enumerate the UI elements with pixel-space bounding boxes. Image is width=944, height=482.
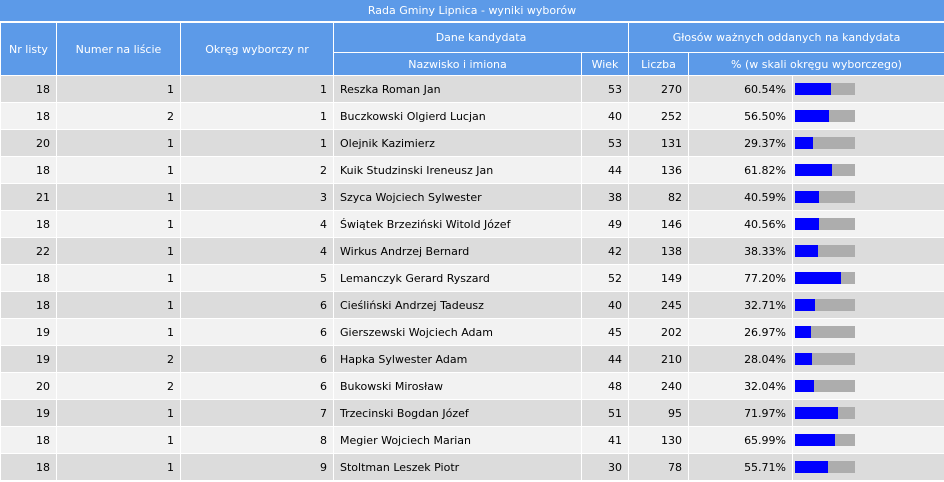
vote-share-bar: [795, 272, 855, 284]
numer-cell: 1: [57, 130, 181, 157]
vote-share-bar-cell: [793, 211, 944, 238]
liczba-cell: 240: [629, 373, 689, 400]
header-liczba: Liczba: [629, 53, 689, 76]
vote-share-bar-cell: [793, 265, 944, 292]
wiek-cell: 49: [582, 211, 629, 238]
table-row: [1, 157, 944, 184]
numer-cell: 1: [57, 454, 181, 481]
okreg-cell: 6: [181, 292, 334, 319]
wiek-cell: 42: [582, 238, 629, 265]
procent-cell: 28.04%: [689, 346, 793, 373]
vote-share-bar: [795, 191, 855, 203]
header-dane-kandydata: Dane kandydata: [334, 23, 629, 53]
vote-share-bar: [795, 137, 855, 149]
procent-cell: 56.50%: [689, 103, 793, 130]
header-wiek: Wiek: [582, 53, 629, 76]
header-okreg: Okręg wyborczy nr: [181, 23, 334, 76]
vote-share-bar-cell: [793, 346, 944, 373]
table-row: [1, 346, 944, 373]
okreg-cell: 7: [181, 400, 334, 427]
table-row: [1, 211, 944, 238]
candidate-name: Megier Wojciech Marian: [334, 427, 582, 454]
vote-share-bar: [795, 461, 855, 473]
vote-share-bar-fill: [795, 110, 829, 122]
vote-share-bar: [795, 434, 855, 446]
table-row: [1, 76, 944, 103]
vote-share-bar-fill: [795, 218, 819, 230]
vote-share-bar-cell: [793, 427, 944, 454]
numer-cell: 1: [57, 184, 181, 211]
vote-share-bar-cell: [793, 319, 944, 346]
numer-cell: 1: [57, 238, 181, 265]
nr-listy-cell: 18: [1, 103, 57, 130]
wiek-cell: 45: [582, 319, 629, 346]
numer-cell: 2: [57, 373, 181, 400]
nr-listy-cell: 18: [1, 157, 57, 184]
wiek-cell: 51: [582, 400, 629, 427]
vote-share-bar-fill: [795, 191, 819, 203]
liczba-cell: 210: [629, 346, 689, 373]
liczba-cell: 252: [629, 103, 689, 130]
procent-cell: 40.59%: [689, 184, 793, 211]
vote-share-bar: [795, 245, 855, 257]
numer-cell: 1: [57, 427, 181, 454]
candidate-name: Bukowski Mirosław: [334, 373, 582, 400]
vote-share-bar: [795, 164, 855, 176]
okreg-cell: 1: [181, 76, 334, 103]
liczba-cell: 138: [629, 238, 689, 265]
okreg-cell: 3: [181, 184, 334, 211]
vote-share-bar-cell: [793, 157, 944, 184]
wiek-cell: 41: [582, 427, 629, 454]
procent-cell: 60.54%: [689, 76, 793, 103]
candidate-name: Buczkowski Olgierd Lucjan: [334, 103, 582, 130]
table-row: [1, 103, 944, 130]
vote-share-bar-cell: [793, 292, 944, 319]
nr-listy-cell: 21: [1, 184, 57, 211]
table-row: [1, 427, 944, 454]
liczba-cell: 146: [629, 211, 689, 238]
procent-cell: 61.82%: [689, 157, 793, 184]
header-numer-na-liscie: Numer na liście: [57, 23, 181, 76]
liczba-cell: 270: [629, 76, 689, 103]
wiek-cell: 40: [582, 103, 629, 130]
liczba-cell: 130: [629, 427, 689, 454]
candidate-name: Olejnik Kazimierz: [334, 130, 582, 157]
wiek-cell: 38: [582, 184, 629, 211]
candidate-name: Szyca Wojciech Sylwester: [334, 184, 582, 211]
procent-cell: 40.56%: [689, 211, 793, 238]
vote-share-bar-cell: [793, 400, 944, 427]
numer-cell: 1: [57, 319, 181, 346]
wiek-cell: 53: [582, 130, 629, 157]
vote-share-bar-cell: [793, 103, 944, 130]
wiek-cell: 53: [582, 76, 629, 103]
table-row: [1, 265, 944, 292]
vote-share-bar: [795, 380, 855, 392]
vote-share-bar-fill: [795, 407, 838, 419]
vote-share-bar-fill: [795, 461, 828, 473]
okreg-cell: 6: [181, 346, 334, 373]
candidate-name: Lemanczyk Gerard Ryszard: [334, 265, 582, 292]
table-row: [1, 400, 944, 427]
header-procent: % (w skali okręgu wyborczego): [689, 53, 944, 76]
okreg-cell: 4: [181, 238, 334, 265]
table-row: [1, 292, 944, 319]
vote-share-bar-fill: [795, 83, 831, 95]
nr-listy-cell: 18: [1, 265, 57, 292]
table-row: [1, 238, 944, 265]
vote-share-bar-fill: [795, 299, 815, 311]
results-table: [0, 22, 944, 481]
okreg-cell: 1: [181, 103, 334, 130]
procent-cell: 29.37%: [689, 130, 793, 157]
vote-share-bar-cell: [793, 373, 944, 400]
candidate-name: Kuik Studzinski Ireneusz Jan: [334, 157, 582, 184]
table-row: [1, 373, 944, 400]
vote-share-bar-fill: [795, 434, 835, 446]
procent-cell: 77.20%: [689, 265, 793, 292]
nr-listy-cell: 18: [1, 292, 57, 319]
nr-listy-cell: 20: [1, 373, 57, 400]
okreg-cell: 4: [181, 211, 334, 238]
wiek-cell: 30: [582, 454, 629, 481]
candidate-name: Hapka Sylwester Adam: [334, 346, 582, 373]
wiek-cell: 52: [582, 265, 629, 292]
numer-cell: 1: [57, 76, 181, 103]
candidate-name: Trzecinski Bogdan Józef: [334, 400, 582, 427]
okreg-cell: 5: [181, 265, 334, 292]
candidate-name: Gierszewski Wojciech Adam: [334, 319, 582, 346]
okreg-cell: 2: [181, 157, 334, 184]
liczba-cell: 149: [629, 265, 689, 292]
numer-cell: 2: [57, 103, 181, 130]
numer-cell: 1: [57, 265, 181, 292]
vote-share-bar: [795, 110, 855, 122]
candidate-name: Cieśliński Andrzej Tadeusz: [334, 292, 582, 319]
candidate-name: Stoltman Leszek Piotr: [334, 454, 582, 481]
vote-share-bar: [795, 326, 855, 338]
vote-share-bar-fill: [795, 245, 818, 257]
wiek-cell: 44: [582, 157, 629, 184]
procent-cell: 55.71%: [689, 454, 793, 481]
table-body: [1, 76, 944, 481]
liczba-cell: 95: [629, 400, 689, 427]
okreg-cell: 6: [181, 319, 334, 346]
table-row: [1, 184, 944, 211]
numer-cell: 1: [57, 400, 181, 427]
nr-listy-cell: 19: [1, 319, 57, 346]
nr-listy-cell: 18: [1, 427, 57, 454]
okreg-cell: 9: [181, 454, 334, 481]
candidate-name: Reszka Roman Jan: [334, 76, 582, 103]
table-row: [1, 130, 944, 157]
vote-share-bar-cell: [793, 76, 944, 103]
procent-cell: 32.04%: [689, 373, 793, 400]
vote-share-bar-fill: [795, 326, 811, 338]
header-glosow: Głosów ważnych oddanych na kandydata: [629, 23, 944, 53]
vote-share-bar-fill: [795, 137, 813, 149]
vote-share-bar: [795, 218, 855, 230]
procent-cell: 38.33%: [689, 238, 793, 265]
nr-listy-cell: 19: [1, 400, 57, 427]
vote-share-bar: [795, 299, 855, 311]
vote-share-bar-fill: [795, 353, 812, 365]
nr-listy-cell: 18: [1, 76, 57, 103]
page-title: Rada Gminy Lipnica - wyniki wyborów: [0, 0, 944, 22]
liczba-cell: 136: [629, 157, 689, 184]
vote-share-bar-fill: [795, 380, 814, 392]
numer-cell: 1: [57, 157, 181, 184]
procent-cell: 26.97%: [689, 319, 793, 346]
okreg-cell: 8: [181, 427, 334, 454]
procent-cell: 65.99%: [689, 427, 793, 454]
vote-share-bar: [795, 353, 855, 365]
nr-listy-cell: 20: [1, 130, 57, 157]
nr-listy-cell: 22: [1, 238, 57, 265]
vote-share-bar-cell: [793, 454, 944, 481]
wiek-cell: 40: [582, 292, 629, 319]
vote-share-bar-cell: [793, 130, 944, 157]
vote-share-bar-fill: [795, 272, 841, 284]
candidate-name: Wirkus Andrzej Bernard: [334, 238, 582, 265]
table-row: [1, 454, 944, 481]
header-nazwisko: Nazwisko i imiona: [334, 53, 582, 76]
nr-listy-cell: 18: [1, 454, 57, 481]
wiek-cell: 48: [582, 373, 629, 400]
nr-listy-cell: 18: [1, 211, 57, 238]
vote-share-bar: [795, 407, 855, 419]
candidate-name: Świątek Brzeziński Witold Józef: [334, 211, 582, 238]
numer-cell: 1: [57, 211, 181, 238]
vote-share-bar-cell: [793, 184, 944, 211]
liczba-cell: 131: [629, 130, 689, 157]
vote-share-bar: [795, 83, 855, 95]
table-row: [1, 319, 944, 346]
liczba-cell: 202: [629, 319, 689, 346]
procent-cell: 32.71%: [689, 292, 793, 319]
vote-share-bar-cell: [793, 238, 944, 265]
vote-share-bar-fill: [795, 164, 832, 176]
liczba-cell: 82: [629, 184, 689, 211]
liczba-cell: 78: [629, 454, 689, 481]
okreg-cell: 1: [181, 130, 334, 157]
procent-cell: 71.97%: [689, 400, 793, 427]
okreg-cell: 6: [181, 373, 334, 400]
nr-listy-cell: 19: [1, 346, 57, 373]
liczba-cell: 245: [629, 292, 689, 319]
numer-cell: 2: [57, 346, 181, 373]
wiek-cell: 44: [582, 346, 629, 373]
numer-cell: 1: [57, 292, 181, 319]
header-nr-listy: Nr listy: [1, 23, 57, 76]
